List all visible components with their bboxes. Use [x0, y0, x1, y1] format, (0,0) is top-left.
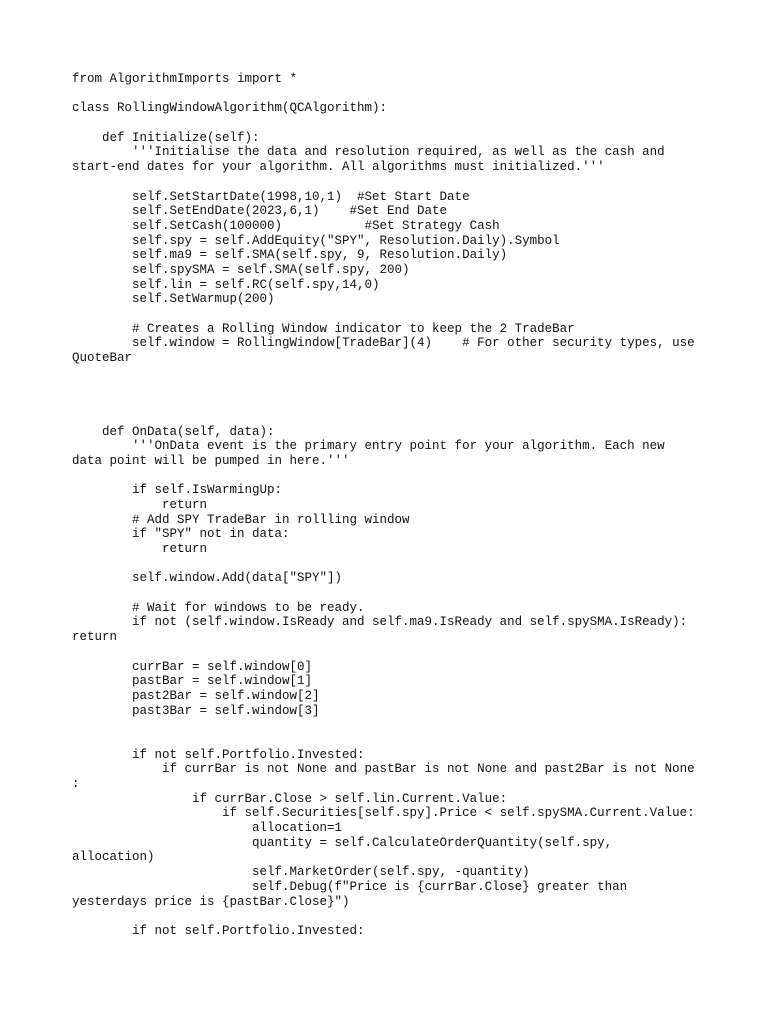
code-line [72, 586, 702, 601]
code-line [72, 175, 702, 190]
code-line: self.ma9 = self.SMA(self.spy, 9, Resolution.Daily) [72, 248, 508, 263]
code-line [72, 395, 702, 410]
code-line [72, 366, 702, 381]
code-line: if "SPY" not in data: [72, 527, 290, 542]
code-line: def Initialize(self): [72, 130, 260, 145]
code-line: allocation) [72, 850, 155, 865]
code-line [72, 380, 702, 395]
code-line [72, 469, 702, 484]
code-line: '''Initialise the data and resolution required, as well as the cash and [72, 145, 665, 160]
code-line: start-end dates for your algorithm. All algorithms must initialized.''' [72, 160, 605, 175]
code-line: # Add SPY TradeBar in rollling window [72, 512, 410, 527]
code-line: self.SetStartDate(1998,10,1) #Set Start Date [72, 189, 470, 204]
code-block [72, 72, 702, 939]
code-line: return [72, 542, 208, 556]
code-line: def OnData(self, data): [72, 424, 275, 439]
code-line: self.window.Add(data["SPY"]) [72, 571, 343, 586]
code-line: if not self.Portfolio.Invested: [72, 923, 365, 938]
code-line: yesterdays price is {pastBar.Close}") [72, 894, 350, 909]
code-line: self.SetWarmup(200) [72, 292, 275, 307]
code-line: '''OnData event is the primary entry point for your algorithm. Each new [72, 439, 665, 454]
code-line: if not self.Portfolio.Invested: [72, 747, 365, 762]
code-line: return [72, 630, 118, 645]
code-line [72, 116, 702, 131]
code-line: QuoteBar [72, 351, 133, 366]
code-line: self.Debug(f"Price is {currBar.Close} greater than [72, 879, 628, 894]
code-line: # Creates a Rolling Window indicator to keep the 2 TradeBar [72, 321, 575, 336]
code-line [72, 410, 702, 425]
code-line: quantity = self.CalculateOrderQuantity(self.spy, [72, 835, 613, 850]
code-line: if not (self.window.IsReady and self.ma9.IsReady and self.spySMA.IsReady): [72, 615, 688, 630]
code-line [72, 645, 702, 660]
code-line: data point will be pumped in here.''' [72, 453, 350, 468]
code-line: if currBar.Close > self.lin.Current.Value: [72, 791, 508, 806]
code-line: if self.Securities[self.spy].Price < self.spySMA.Current.Value: [72, 806, 695, 821]
code-line: class RollingWindowAlgorithm(QCAlgorithm): [72, 101, 388, 116]
code-line [72, 733, 702, 748]
code-line: from AlgorithmImports import * [72, 72, 298, 86]
code-line: self.MarketOrder(self.spy, -quantity) [72, 865, 530, 880]
code-line: allocation=1 [72, 821, 343, 836]
code-line: past3Bar = self.window[3] [72, 703, 320, 718]
code-line [72, 557, 702, 572]
code-line: currBar = self.window[0] [72, 659, 313, 674]
code-line: if currBar is not None and pastBar is not None and past2Bar is not None [72, 762, 695, 777]
code-line: return [72, 497, 208, 512]
code-line [72, 718, 702, 733]
code-line: self.SetCash(100000) #Set Strategy Cash [72, 218, 500, 233]
code-line [72, 307, 702, 322]
code-line [72, 87, 702, 102]
code-line: if self.IsWarmingUp: [72, 483, 283, 498]
code-line: self.lin = self.RC(self.spy,14,0) [72, 277, 380, 292]
code-line: self.spy = self.AddEquity("SPY", Resolution.Daily).Symbol [72, 233, 560, 248]
code-line: # Wait for windows to be ready. [72, 600, 365, 615]
code-line: self.window = RollingWindow[TradeBar](4) # For other security types, use [72, 336, 695, 351]
code-line: self.spySMA = self.SMA(self.spy, 200) [72, 262, 410, 277]
code-line: pastBar = self.window[1] [72, 674, 313, 689]
code-line [72, 909, 702, 924]
code-line: past2Bar = self.window[2] [72, 688, 320, 703]
code-line: : [72, 777, 80, 791]
code-line: self.SetEndDate(2023,6,1) #Set End Date [72, 204, 448, 219]
